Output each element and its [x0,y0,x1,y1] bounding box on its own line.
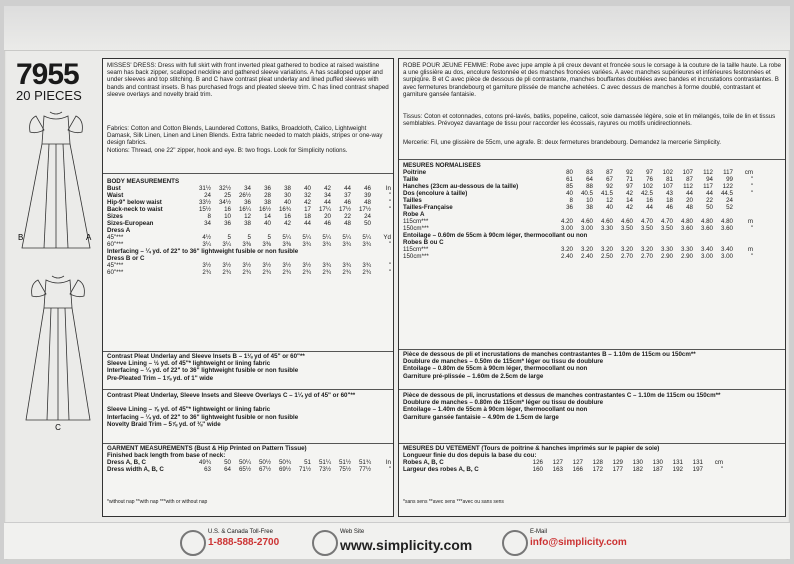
fr-row-longueur: Robes A, B, C 126 127 127 128 129 130 130 131 131 cm [403,459,723,466]
en-row-hip: Hip-9" below waist 33½ 34½ 36 38 40 42 44 46 48 " [107,199,391,206]
fr-tissus: Tissus: Coton et cotonnades, cotons pré-lavés, batiks, popeline, calicot, soie damassée légère, soie et lin mélangés, toile de lin et tissus semblables. Prévoyez davantage de tissu pour raccorder les écossais, rayures ou motifs unidirectionnels. [403,113,776,128]
pattern-number: 7955 [16,58,79,91]
email-link[interactable]: info@simplicity.com [530,537,627,548]
en-row-back: Back-neck to waist 15½ 16 16¼ 16½ 16¾ 17 17¼ 17½ 17½ " [107,206,391,213]
fr-description: ROBE POUR JEUNE FEMME: Robe avec jupe ample à pli creux devant et froncée sous le corsage à la couture de la taille haute. La robe a une glissière au dos, encolure festonnée et des manches froncées variées. A avec manches supérieures et inférieures festonnées et surpiqûre. B et C avec pièce de dessous de pli contrastante, manches bouffantes doublées avec bandes et incrustations contrastantes. B avec fermetures brandebourg et garniture plissée de manche achetées. C avec dessus de manches à forme doublé, contrastant et garniture gansée fantaisie. [403,62,781,98]
en-row-width: Dress width A, B, C 63 64 65½ 67½ 69½ 71½ 73½ 75½ 77½ " [107,466,391,473]
dress-sketch-c [16,272,100,432]
pattern-envelope [4,6,790,560]
dress-sketch-a-b [14,108,98,258]
english-panel [102,58,394,517]
fr-row-a115: 115cm*** 4.20 4.60 4.60 4.60 4.70 4.70 4.80 4.80 4.80 m [403,218,753,225]
fr-row-taille: Taille 61 64 67 71 76 81 87 94 99 " [403,176,753,183]
phone-label: U.S. & Canada Toll-Free [208,529,273,535]
en-row-bc60: 60"*** 2¾ 2¾ 2¾ 2¾ 2¾ 2¾ 2¾ 2¾ 2¾ " [107,269,391,276]
fr-row-tailles-fr: Tailles-Française 36 38 40 42 44 46 48 50 52 [403,204,733,211]
email-label: E-Mail [530,529,548,535]
en-garment-measurements: GARMENT MEASUREMENTS (Bust & Hip Printed on Pattern Tissue) Finished back length from base of neck: Dress A, B, C 49¾ 50 50¼ 50½ 50¾ 51 51¼ 51½ 51¾ In Dress width A, B, C 63 64 65½ 67½ 69½ 71½ 73½ 75½ 77½ " [107,445,391,473]
en-body-measurements: BODY MEASUREMENTS Bust 31½ 32½ 34 36 38 40 42 44 46 In Waist 24 25 26½ 28 30 32 34 37 39 " Hip-9" below waist 33½ 34½ 36 38 40 42 44 46 48 " Back-neck to waist 15½ 16 16¼ 16½ 16¾ 17 17¼ 17½ 17½ " Sizes 8 10 12 14 16 18 20 22 24 Sizes-European 34 36 38 40 42 44 46 48 50 Dress A 45"*** 4½ 5 5 5 5¼ 5¼ 5¼ 5¼ 5¼ Yd 60"*** 3¼ 3¼ 3⅜ 3⅜ 3⅜ 3¾ 3¾ 3¾ 3¾ " Interfacing – ¼ yd. of 22" to 36" lightweight fusible or non fusible Dress B or C 45"*** 3½ 3½ 3½ 3½ 3½ 3½ 3¾ 3¾ 3¾ " 60"*** 2¾ 2¾ 2¾ 2¾ 2¾ 2¾ 2¾ 2¾ 2¾ " [107,178,391,276]
website-link[interactable]: www.simplicity.com [340,537,473,553]
en-row-length: Dress A, B, C 49¾ 50 50¼ 50½ 50¾ 51 51¼ 51½ 51¾ In [107,459,391,466]
en-row-bust: Bust 31½ 32½ 34 36 38 40 42 44 46 In [107,185,391,192]
en-contrast-b: Contrast Pleat Underlay and Sleeve Insets B – 1⅛ yd of 45" or 60"** Sleeve Lining – ½ yd. of 45"* lightweight or lining fabric Interfacing – ¼ yd. of 22" to 36" lightweight fusible or non fusible Pre-Pleated Trim – 1⅞ yd. of 1" wide [107,353,305,382]
fr-row-a150: 150cm*** 3.00 3.00 3.30 3.50 3.50 3.50 3.60 3.60 3.60 " [403,225,753,232]
fr-row-largeur: Largeur des robes A, B, C 160 163 166 172 177 182 187 192 197 " [403,466,723,473]
fr-contrast-b: Pièce de dessous de pli et incrustations de manches contrastantes B – 1.10m de 115cm ou 150cm** Doublure de manches – 0.50m de 115cm* léger ou tissu de doublure Entoilage – 0.80m de 55cm à 90cm léger, thermocollant ou non Garniture pré-plissée – 1.60m de 2.5cm de large [403,351,696,380]
en-body-title: BODY MEASUREMENTS [107,178,180,185]
en-contrast-c: Contrast Pleat Underlay, Sleeve Insets and Sleeve Overlays C – 1¼ yd of 45" or 60"** Sleeve Lining – ⅞ yd. of 45"* lightweight or lining fabric Interfacing – ¼ yd. of 22" to 36" lightweight fusible or non fusible Novelty Braid Trim – 5⅞ yd. of ⅜" wide [107,392,356,428]
phone-number: 1-888-588-2700 [208,537,280,548]
view-c-label: C [55,423,61,432]
envelope-flap [4,6,790,51]
fr-row-hanches: Hanches (23cm au-dessous de la taille) 85 88 92 97 102 107 112 117 122 " [403,183,753,190]
fr-body-measurements: MESURES NORMALISEES Poitrine 80 83 87 92 97 102 107 112 117 cm Taille 61 64 67 71 76 81 87 94 99 " Hanches (23cm au-dessous de la taille) 85 88 92 97 102 107 112 117 122 " Dos (encolure à taille) 40 40.5 41.5 42 42.5 43 44 44 44.5 " Tailles 8 10 12 14 16 18 20 22 24 Tailles-Française 36 38 40 42 44 46 48 50 52 Robe A 115cm*** 4.20 4.60 4.60 4.60 4.70 4.70 4.80 4.80 4.80 m 150cm*** 3.00 3.00 3.30 3.50 3.50 3.50 3.60 3.60 3.60 " Entoilage – 0.60m de 55cm à 90cm léger, thermocollant ou non Robes B ou C 115cm*** 3.20 3.20 3.20 3.20 3.20 3.30 3.30 3.40 3.40 m 150cm*** 2.40 2.40 2.50 2.70 2.70 2.90 2.90 3.00 3.00 " [403,162,753,260]
phone-icon [180,530,206,556]
web-icon [312,530,338,556]
french-panel [398,58,786,517]
en-row-waist: Waist 24 25 26½ 28 30 32 34 37 39 " [107,192,391,199]
fr-row-bc150: 150cm*** 2.40 2.40 2.50 2.70 2.70 2.90 2.90 3.00 3.00 " [403,253,753,260]
en-row-bc45: 45"*** 3½ 3½ 3½ 3½ 3½ 3½ 3¾ 3¾ 3¾ " [107,262,391,269]
view-b-label: B [18,233,24,242]
en-notions: Notions: Thread, one 22" zipper, hook and eye. B: two frogs. Look for Simplicity notions. [107,147,348,154]
fr-footnote: *sans sens **avec sens ***avec ou sans sens [403,499,504,505]
fr-contrast-c: Pièce de dessous de pli, incrustations et dessus de manches contrastantes C – 1.10m de 115cm ou 150cm** Doublure de manches – 0.80m de 115cm* léger ou tissu de doublure Entoilage – 1.40m de 55cm à 90cm léger, thermocollant ou non Garniture gansée fantaisie – 4.90m de 1.5cm de large [403,392,721,421]
en-row-sizes-eu: Sizes-European 34 36 38 40 42 44 46 48 50 [107,220,371,227]
fr-mercerie: Mercerie: Fil, une glissière de 55cm, une agrafe. B: deux fermetures brandebourg. Demandez la mercerie Simplicity. [403,139,721,146]
web-label: Web Site [340,529,365,535]
en-description: MISSES' DRESS: Dress with full skirt with front inverted pleat gathered to bodice at raised waistline seam has back zipper, scalloped neckline and gathered sleeve variations. A has scalloped upper and under sleeves and top stitching. B and C have contrast pleat underlay and lined puffed sleeves with bands and contrast insets. B has purchased frogs and pleated sleeve trim. C has lined contrast shaped sleeve overlays and novelty braid trim. [107,62,389,98]
fr-row-bc115: 115cm*** 3.20 3.20 3.20 3.20 3.20 3.30 3.30 3.40 3.40 m [403,246,753,253]
fr-row-dos: Dos (encolure à taille) 40 40.5 41.5 42 42.5 43 44 44 44.5 " [403,190,753,197]
en-row-a60: 60"*** 3¼ 3¼ 3⅜ 3⅜ 3⅜ 3¾ 3¾ 3¾ 3¾ " [107,241,391,248]
fr-row-poitrine: Poitrine 80 83 87 92 97 102 107 112 117 cm [403,169,753,176]
en-row-a45: 45"*** 4½ 5 5 5 5¼ 5¼ 5¼ 5¼ 5¼ Yd [107,234,391,241]
fr-row-tailles: Tailles 8 10 12 14 16 18 20 22 24 [403,197,733,204]
fr-garment-measurements: MESURES DU VETEMENT (Tours de poitrine & hanches imprimés sur le papier de soie) Longueur finie du dos depuis la base du cou: Robes A, B, C 126 127 127 128 129 130 130 131 131 cm Largeur des robes A, B, C 160 163 166 172 177 182 187 192 197 " [403,445,723,473]
en-footnote: *without nap **with nap ***with or without nap [107,499,208,505]
pieces-count: 20 PIECES [16,88,82,103]
en-row-sizes: Sizes 8 10 12 14 16 18 20 22 24 [107,213,371,220]
en-fabrics: Fabrics: Cotton and Cotton Blends, Laundered Cottons, Batiks, Broadcloth, Calico, Lightweight Damask, Silk Linen, Linen and Linen Blends. Extra fabric needed to match plaids, stripes or one-way design fabrics. [107,125,383,147]
view-a-label: A [86,233,92,242]
email-icon [502,530,528,556]
